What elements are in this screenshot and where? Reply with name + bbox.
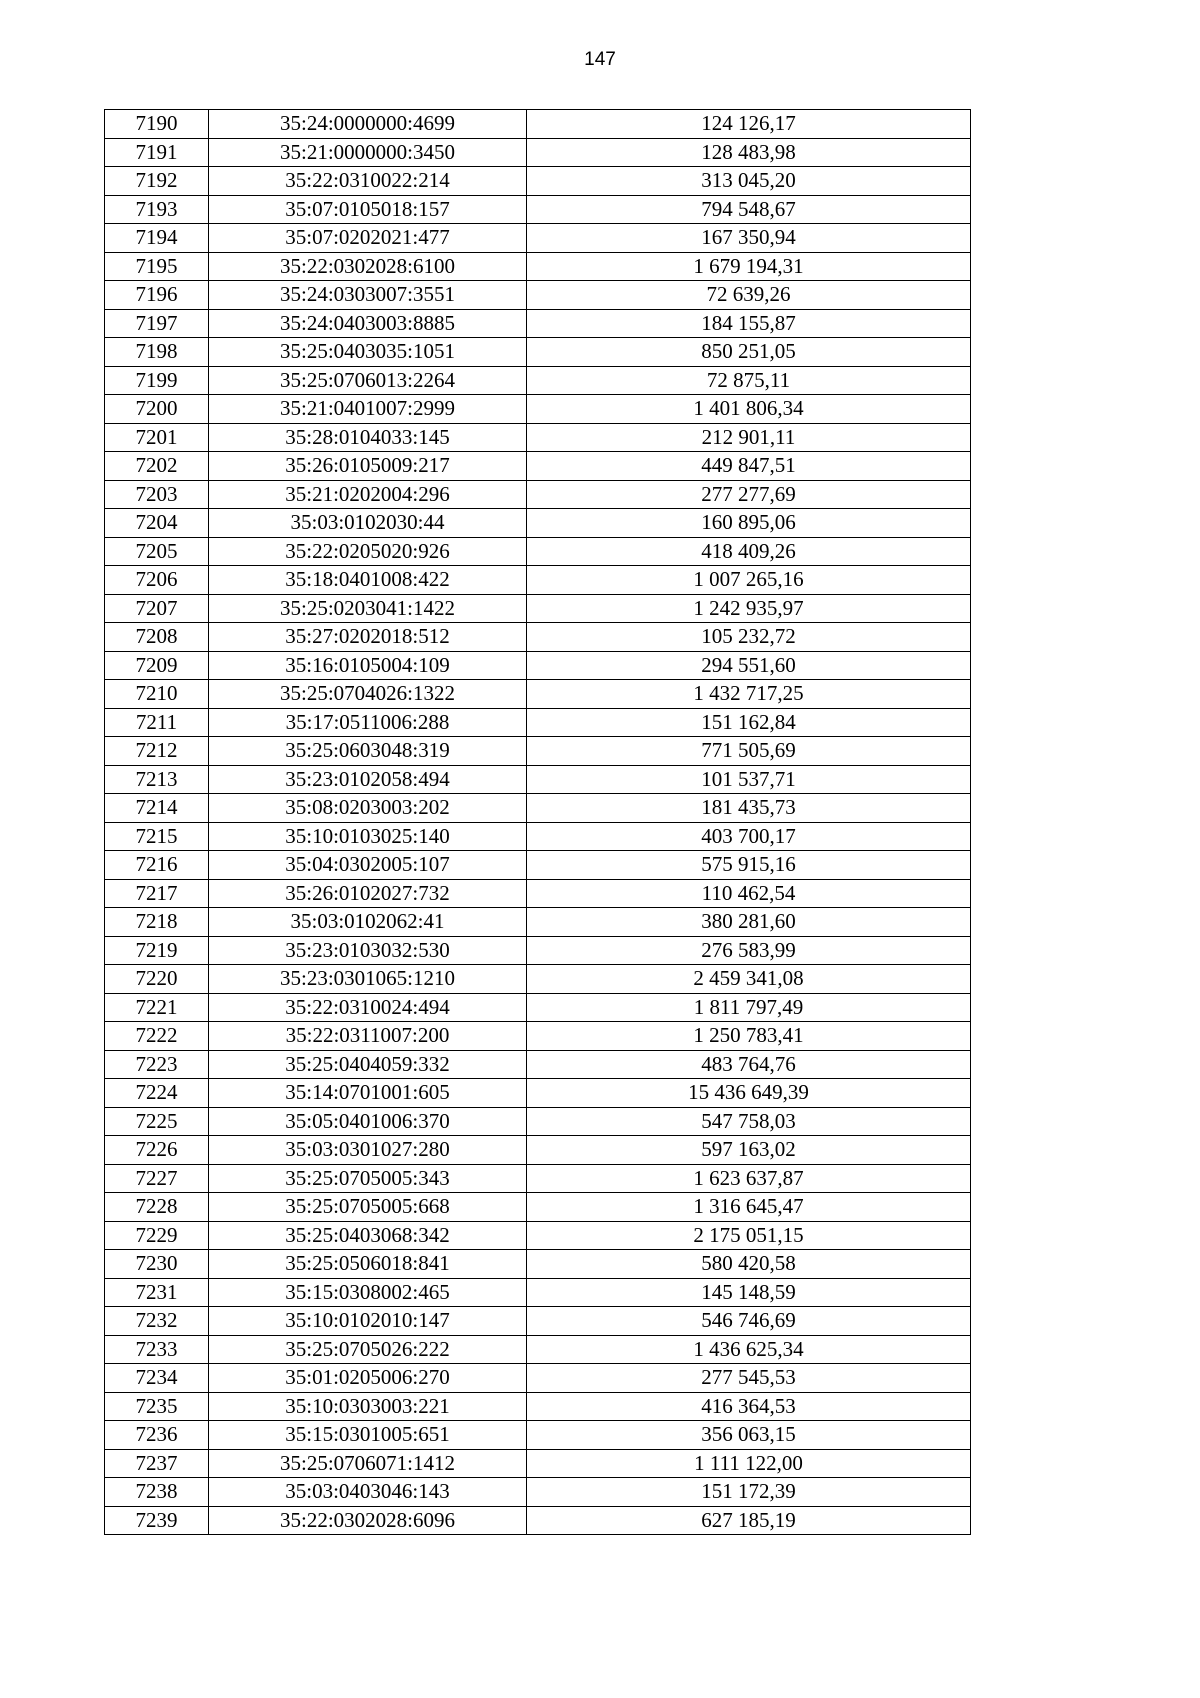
table-row bbox=[105, 167, 971, 196]
row-number-cell: 7198 bbox=[105, 338, 209, 367]
table-row bbox=[105, 1421, 971, 1450]
cadastral-value-cell: 105 232,72 bbox=[527, 623, 971, 652]
cadastral-value-cell: 151 162,84 bbox=[527, 708, 971, 737]
cadastral-number-cell: 35:23:0103032:530 bbox=[209, 936, 527, 965]
cadastral-value-cell: 575 915,16 bbox=[527, 851, 971, 880]
cadastral-value-cell: 403 700,17 bbox=[527, 822, 971, 851]
row-number-cell: 7218 bbox=[105, 908, 209, 937]
table-row bbox=[105, 480, 971, 509]
row-number-cell: 7200 bbox=[105, 395, 209, 424]
cadastral-number-cell: 35:21:0202004:296 bbox=[209, 480, 527, 509]
cadastral-number-cell: 35:25:0403068:342 bbox=[209, 1221, 527, 1250]
cadastral-value-cell: 1 432 717,25 bbox=[527, 680, 971, 709]
cadastral-number-cell: 35:25:0706013:2264 bbox=[209, 366, 527, 395]
cadastral-value-cell: 277 545,53 bbox=[527, 1364, 971, 1393]
table-row bbox=[105, 1278, 971, 1307]
row-number-cell: 7228 bbox=[105, 1193, 209, 1222]
table-row bbox=[105, 366, 971, 395]
table-row bbox=[105, 537, 971, 566]
table-row bbox=[105, 110, 971, 139]
cadastral-number-cell: 35:25:0705026:222 bbox=[209, 1335, 527, 1364]
cadastral-number-cell: 35:21:0000000:3450 bbox=[209, 138, 527, 167]
cadastral-number-cell: 35:22:0205020:926 bbox=[209, 537, 527, 566]
cadastral-number-cell: 35:24:0403003:8885 bbox=[209, 309, 527, 338]
table-row bbox=[105, 1478, 971, 1507]
row-number-cell: 7223 bbox=[105, 1050, 209, 1079]
row-number-cell: 7236 bbox=[105, 1421, 209, 1450]
cadastral-number-cell: 35:25:0705005:668 bbox=[209, 1193, 527, 1222]
table-row bbox=[105, 1335, 971, 1364]
row-number-cell: 7203 bbox=[105, 480, 209, 509]
cadastral-value-cell: 597 163,02 bbox=[527, 1136, 971, 1165]
cadastral-value-cell: 546 746,69 bbox=[527, 1307, 971, 1336]
row-number-cell: 7229 bbox=[105, 1221, 209, 1250]
table-row bbox=[105, 623, 971, 652]
cadastral-value-cell: 124 126,17 bbox=[527, 110, 971, 139]
cadastral-number-cell: 35:15:0301005:651 bbox=[209, 1421, 527, 1450]
row-number-cell: 7237 bbox=[105, 1449, 209, 1478]
row-number-cell: 7202 bbox=[105, 452, 209, 481]
table-row bbox=[105, 965, 971, 994]
cadastral-number-cell: 35:25:0203041:1422 bbox=[209, 594, 527, 623]
table-row bbox=[105, 1392, 971, 1421]
row-number-cell: 7239 bbox=[105, 1506, 209, 1535]
cadastral-value-cell: 547 758,03 bbox=[527, 1107, 971, 1136]
cadastral-value-cell: 418 409,26 bbox=[527, 537, 971, 566]
row-number-cell: 7209 bbox=[105, 651, 209, 680]
table-row bbox=[105, 822, 971, 851]
table-row bbox=[105, 452, 971, 481]
cadastral-value-cell: 627 185,19 bbox=[527, 1506, 971, 1535]
cadastral-value-cell: 72 639,26 bbox=[527, 281, 971, 310]
cadastral-value-cell: 2 459 341,08 bbox=[527, 965, 971, 994]
table-row bbox=[105, 708, 971, 737]
table-row bbox=[105, 395, 971, 424]
row-number-cell: 7231 bbox=[105, 1278, 209, 1307]
row-number-cell: 7232 bbox=[105, 1307, 209, 1336]
cadastral-number-cell: 35:27:0202018:512 bbox=[209, 623, 527, 652]
cadastral-value-cell: 277 277,69 bbox=[527, 480, 971, 509]
row-number-cell: 7190 bbox=[105, 110, 209, 139]
table-row bbox=[105, 1079, 971, 1108]
cadastral-value-cell: 294 551,60 bbox=[527, 651, 971, 680]
cadastral-number-cell: 35:18:0401008:422 bbox=[209, 566, 527, 595]
row-number-cell: 7192 bbox=[105, 167, 209, 196]
table-row bbox=[105, 195, 971, 224]
cadastral-value-cell: 110 462,54 bbox=[527, 879, 971, 908]
row-number-cell: 7230 bbox=[105, 1250, 209, 1279]
table-row bbox=[105, 651, 971, 680]
table-row bbox=[105, 423, 971, 452]
cadastral-value-cell: 1 250 783,41 bbox=[527, 1022, 971, 1051]
table-row bbox=[105, 1506, 971, 1535]
cadastral-value-cell: 167 350,94 bbox=[527, 224, 971, 253]
cadastral-value-cell: 160 895,06 bbox=[527, 509, 971, 538]
table-row bbox=[105, 309, 971, 338]
row-number-cell: 7226 bbox=[105, 1136, 209, 1165]
page-number: 147 bbox=[584, 49, 616, 70]
cadastral-value-cell: 1 811 797,49 bbox=[527, 993, 971, 1022]
cadastral-number-cell: 35:01:0205006:270 bbox=[209, 1364, 527, 1393]
row-number-cell: 7191 bbox=[105, 138, 209, 167]
cadastral-number-cell: 35:07:0202021:477 bbox=[209, 224, 527, 253]
cadastral-number-cell: 35:03:0102062:41 bbox=[209, 908, 527, 937]
table-row bbox=[105, 1364, 971, 1393]
table-row bbox=[105, 680, 971, 709]
row-number-cell: 7196 bbox=[105, 281, 209, 310]
row-number-cell: 7215 bbox=[105, 822, 209, 851]
table-row bbox=[105, 1136, 971, 1165]
cadastral-number-cell: 35:24:0000000:4699 bbox=[209, 110, 527, 139]
row-number-cell: 7207 bbox=[105, 594, 209, 623]
table-row bbox=[105, 993, 971, 1022]
cadastral-number-cell: 35:25:0404059:332 bbox=[209, 1050, 527, 1079]
cadastral-number-cell: 35:08:0203003:202 bbox=[209, 794, 527, 823]
cadastral-number-cell: 35:26:0105009:217 bbox=[209, 452, 527, 481]
table-row bbox=[105, 509, 971, 538]
row-number-cell: 7217 bbox=[105, 879, 209, 908]
row-number-cell: 7204 bbox=[105, 509, 209, 538]
row-number-cell: 7206 bbox=[105, 566, 209, 595]
cadastral-number-cell: 35:25:0603048:319 bbox=[209, 737, 527, 766]
cadastral-value-cell: 212 901,11 bbox=[527, 423, 971, 452]
cadastral-value-cell: 1 623 637,87 bbox=[527, 1164, 971, 1193]
table-row bbox=[105, 851, 971, 880]
row-number-cell: 7225 bbox=[105, 1107, 209, 1136]
cadastral-number-cell: 35:28:0104033:145 bbox=[209, 423, 527, 452]
cadastral-number-cell: 35:03:0102030:44 bbox=[209, 509, 527, 538]
cadastral-value-cell: 580 420,58 bbox=[527, 1250, 971, 1279]
cadastral-number-cell: 35:22:0302028:6100 bbox=[209, 252, 527, 281]
row-number-cell: 7221 bbox=[105, 993, 209, 1022]
row-number-cell: 7238 bbox=[105, 1478, 209, 1507]
table-row bbox=[105, 737, 971, 766]
table-row bbox=[105, 338, 971, 367]
cadastral-number-cell: 35:10:0303003:221 bbox=[209, 1392, 527, 1421]
cadastral-number-cell: 35:25:0506018:841 bbox=[209, 1250, 527, 1279]
cadastral-value-cell: 850 251,05 bbox=[527, 338, 971, 367]
cadastral-value-table bbox=[104, 109, 971, 1535]
table-row bbox=[105, 879, 971, 908]
cadastral-value-cell: 128 483,98 bbox=[527, 138, 971, 167]
cadastral-value-cell: 1 679 194,31 bbox=[527, 252, 971, 281]
table-row bbox=[105, 1250, 971, 1279]
table-row bbox=[105, 1449, 971, 1478]
row-number-cell: 7212 bbox=[105, 737, 209, 766]
table-row bbox=[105, 1164, 971, 1193]
cadastral-number-cell: 35:23:0102058:494 bbox=[209, 765, 527, 794]
row-number-cell: 7216 bbox=[105, 851, 209, 880]
table-row bbox=[105, 765, 971, 794]
cadastral-number-cell: 35:15:0308002:465 bbox=[209, 1278, 527, 1307]
cadastral-number-cell: 35:17:0511006:288 bbox=[209, 708, 527, 737]
row-number-cell: 7197 bbox=[105, 309, 209, 338]
cadastral-value-cell: 151 172,39 bbox=[527, 1478, 971, 1507]
table-body bbox=[105, 110, 971, 1535]
cadastral-number-cell: 35:26:0102027:732 bbox=[209, 879, 527, 908]
cadastral-value-cell: 771 505,69 bbox=[527, 737, 971, 766]
cadastral-value-cell: 145 148,59 bbox=[527, 1278, 971, 1307]
cadastral-number-cell: 35:07:0105018:157 bbox=[209, 195, 527, 224]
cadastral-value-cell: 1 007 265,16 bbox=[527, 566, 971, 595]
cadastral-number-cell: 35:22:0310022:214 bbox=[209, 167, 527, 196]
row-number-cell: 7224 bbox=[105, 1079, 209, 1108]
table-row bbox=[105, 566, 971, 595]
row-number-cell: 7227 bbox=[105, 1164, 209, 1193]
table-row bbox=[105, 1307, 971, 1336]
row-number-cell: 7220 bbox=[105, 965, 209, 994]
cadastral-value-cell: 184 155,87 bbox=[527, 309, 971, 338]
row-number-cell: 7219 bbox=[105, 936, 209, 965]
row-number-cell: 7210 bbox=[105, 680, 209, 709]
cadastral-number-cell: 35:03:0301027:280 bbox=[209, 1136, 527, 1165]
row-number-cell: 7222 bbox=[105, 1022, 209, 1051]
cadastral-value-cell: 1 111 122,00 bbox=[527, 1449, 971, 1478]
cadastral-value-cell: 380 281,60 bbox=[527, 908, 971, 937]
cadastral-number-cell: 35:05:0401006:370 bbox=[209, 1107, 527, 1136]
table-row bbox=[105, 1107, 971, 1136]
cadastral-value-cell: 1 401 806,34 bbox=[527, 395, 971, 424]
cadastral-value-cell: 1 316 645,47 bbox=[527, 1193, 971, 1222]
cadastral-number-cell: 35:22:0311007:200 bbox=[209, 1022, 527, 1051]
row-number-cell: 7193 bbox=[105, 195, 209, 224]
table-row bbox=[105, 1221, 971, 1250]
row-number-cell: 7211 bbox=[105, 708, 209, 737]
cadastral-value-cell: 276 583,99 bbox=[527, 936, 971, 965]
cadastral-value-cell: 2 175 051,15 bbox=[527, 1221, 971, 1250]
cadastral-value-cell: 416 364,53 bbox=[527, 1392, 971, 1421]
cadastral-value-cell: 181 435,73 bbox=[527, 794, 971, 823]
cadastral-number-cell: 35:25:0704026:1322 bbox=[209, 680, 527, 709]
cadastral-value-cell: 483 764,76 bbox=[527, 1050, 971, 1079]
cadastral-number-cell: 35:24:0303007:3551 bbox=[209, 281, 527, 310]
cadastral-number-cell: 35:22:0310024:494 bbox=[209, 993, 527, 1022]
table-row bbox=[105, 1050, 971, 1079]
table-row bbox=[105, 594, 971, 623]
row-number-cell: 7214 bbox=[105, 794, 209, 823]
row-number-cell: 7205 bbox=[105, 537, 209, 566]
row-number-cell: 7234 bbox=[105, 1364, 209, 1393]
row-number-cell: 7235 bbox=[105, 1392, 209, 1421]
row-number-cell: 7195 bbox=[105, 252, 209, 281]
cadastral-value-cell: 1 242 935,97 bbox=[527, 594, 971, 623]
cadastral-value-cell: 101 537,71 bbox=[527, 765, 971, 794]
cadastral-number-cell: 35:23:0301065:1210 bbox=[209, 965, 527, 994]
row-number-cell: 7201 bbox=[105, 423, 209, 452]
cadastral-number-cell: 35:16:0105004:109 bbox=[209, 651, 527, 680]
cadastral-number-cell: 35:14:0701001:605 bbox=[209, 1079, 527, 1108]
table-row bbox=[105, 1022, 971, 1051]
row-number-cell: 7194 bbox=[105, 224, 209, 253]
row-number-cell: 7213 bbox=[105, 765, 209, 794]
table-row bbox=[105, 1193, 971, 1222]
table-row bbox=[105, 908, 971, 937]
cadastral-number-cell: 35:03:0403046:143 bbox=[209, 1478, 527, 1507]
cadastral-value-cell: 449 847,51 bbox=[527, 452, 971, 481]
table-row bbox=[105, 224, 971, 253]
cadastral-value-cell: 356 063,15 bbox=[527, 1421, 971, 1450]
cadastral-number-cell: 35:10:0103025:140 bbox=[209, 822, 527, 851]
cadastral-number-cell: 35:04:0302005:107 bbox=[209, 851, 527, 880]
cadastral-number-cell: 35:21:0401007:2999 bbox=[209, 395, 527, 424]
cadastral-number-cell: 35:25:0705005:343 bbox=[209, 1164, 527, 1193]
cadastral-value-cell: 794 548,67 bbox=[527, 195, 971, 224]
cadastral-value-cell: 1 436 625,34 bbox=[527, 1335, 971, 1364]
table-row bbox=[105, 138, 971, 167]
table-row bbox=[105, 794, 971, 823]
cadastral-value-cell: 72 875,11 bbox=[527, 366, 971, 395]
cadastral-number-cell: 35:10:0102010:147 bbox=[209, 1307, 527, 1336]
table-row bbox=[105, 936, 971, 965]
cadastral-value-cell: 313 045,20 bbox=[527, 167, 971, 196]
row-number-cell: 7199 bbox=[105, 366, 209, 395]
cadastral-number-cell: 35:25:0706071:1412 bbox=[209, 1449, 527, 1478]
cadastral-value-cell: 15 436 649,39 bbox=[527, 1079, 971, 1108]
row-number-cell: 7233 bbox=[105, 1335, 209, 1364]
cadastral-number-cell: 35:22:0302028:6096 bbox=[209, 1506, 527, 1535]
row-number-cell: 7208 bbox=[105, 623, 209, 652]
table-row bbox=[105, 281, 971, 310]
cadastral-number-cell: 35:25:0403035:1051 bbox=[209, 338, 527, 367]
table-row bbox=[105, 252, 971, 281]
